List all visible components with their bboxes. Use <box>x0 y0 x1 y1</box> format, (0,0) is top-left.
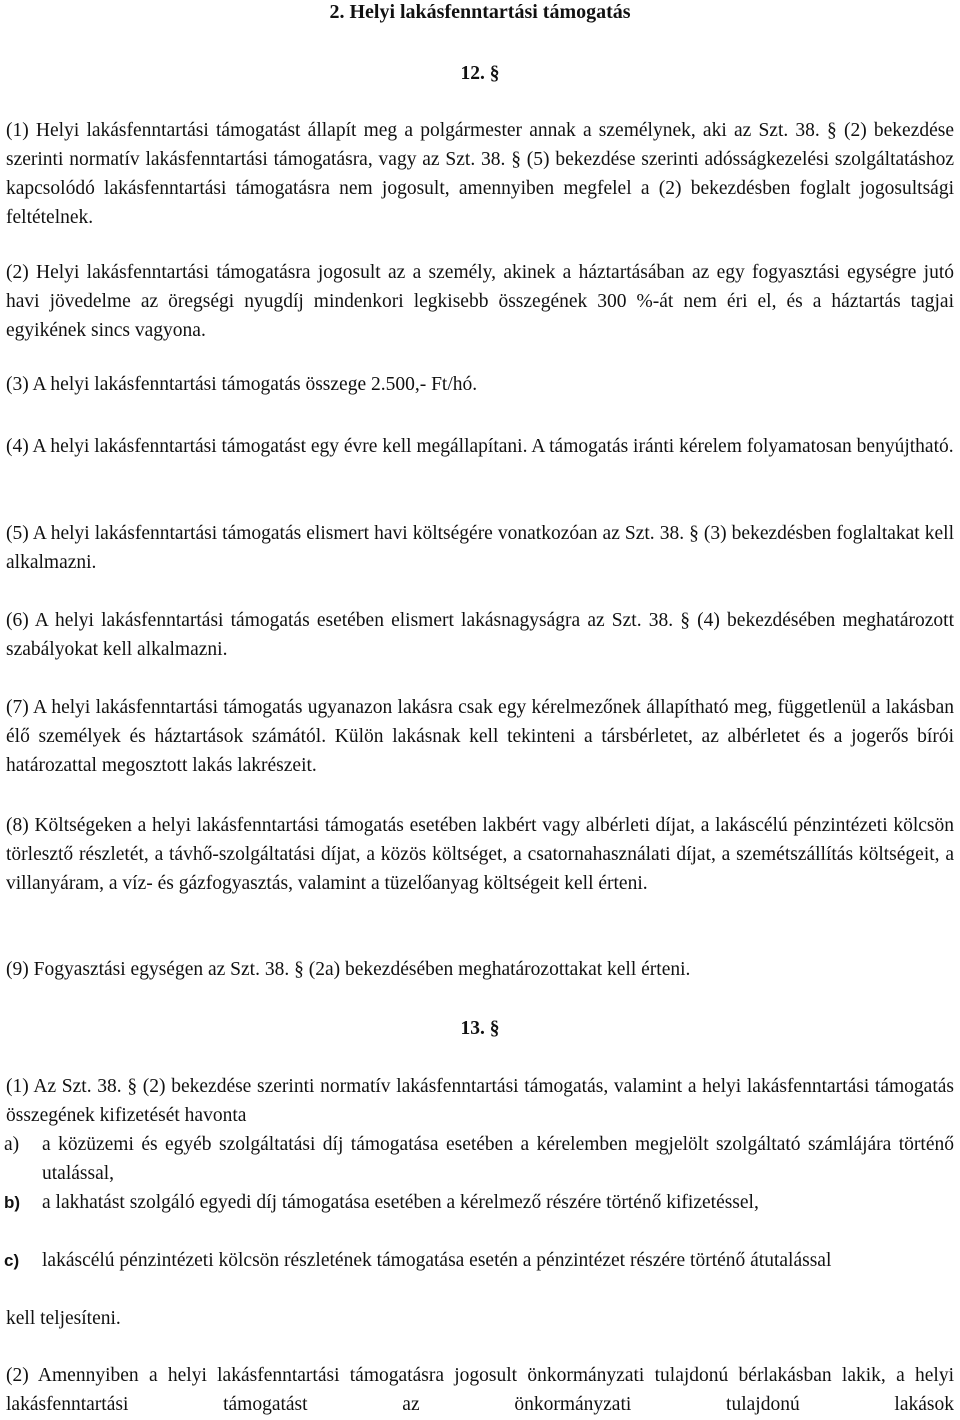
paragraph-13-1-intro: (1) Az Szt. 38. § (2) bekezdése szerinti normatív lakásfenntartási támogatás, valamint a helyi lakásfenntartási támogatás összegének kifizetését havonta <box>6 1076 954 1126</box>
paragraph-12-4: (4) A helyi lakásfenntartási támogatást egy évre kell megállapítani. A támogatás iránti kérelem folyamatosan benyújtható. <box>6 436 954 457</box>
list-item-marker: b) <box>4 1193 21 1212</box>
paragraph-12-9: (9) Fogyasztási egységen az Szt. 38. § (2a) bekezdésében meghatározottakat kell érteni. <box>6 959 691 980</box>
paragraph-12-8: (8) Költségeken a helyi lakásfenntartási támogatás esetében lakbért vagy albérleti díjat, a lakáscélú pénzintézeti kölcsön törlesztő részletét, a távhő-szolgáltatási díjat, a közös költséget, a csatornahasználati díjat, a szemétszállítás költségeit, a villanyáram, a víz- és gázfogyasztás, valamint a tüzelőanyag költségeit kell érteni. <box>6 815 954 894</box>
paragraph-12-6: (6) A helyi lakásfenntartási támogatás esetében elismert lakásnagyságra az Szt. 38. § (4) bekezdésében meghatározott szabályokat kell alkalmazni. <box>6 610 954 660</box>
paragraph-12-7: (7) A helyi lakásfenntartási támogatás ugyanazon lakásra csak egy kérelmezőnek állapítható meg, függetlenül a lakásban élő személyek és háztartások számától. Külön lakásnak kell tekinteni a társbérletet, az albérletet és a jogerős bírói határozattal megosztott lakás lakrészeit. <box>6 697 954 776</box>
section-number-13: 13. § <box>460 1018 500 1039</box>
paragraph-12-1: (1) Helyi lakásfenntartási támogatást állapít meg a polgármester annak a személynek, aki az Szt. 38. § (2) bekezdése szerinti normatív lakásfenntartási támogatásra, vagy az Szt. 38. § (5) bekezdése szerinti adósságkezelési szolgáltatáshoz kapcsolódó lakásfenntartási támogatásra nem jogosult, amennyiben megfelel a (2) bekezdésben foglalt jogosultsági feltételnek. <box>6 120 954 228</box>
list-item-text: a lakhatást szolgáló egyedi díj támogatása esetében a kérelmező részére történő kifizetéssel, <box>42 1192 759 1213</box>
paragraph-12-3: (3) A helyi lakásfenntartási támogatás összege 2.500,- Ft/hó. <box>6 374 478 395</box>
paragraph-12-2: (2) Helyi lakásfenntartási támogatásra jogosult az a személy, akinek a háztartásában az egy fogyasztási egységre jutó havi jövedelme az öregségi nyugdíj mindenkori legkisebb összegének 300 %-át nem éri el, és a háztartás tagjai egyikének sincs vagyona. <box>6 262 954 341</box>
list-item-text: a közüzemi és egyéb szolgáltatási díj támogatása esetében a kérelemben megjelölt szolgáltató számlájára történő utalással, <box>42 1134 954 1184</box>
chapter-title: 2. Helyi lakásfenntartási támogatás <box>329 1 631 23</box>
paragraph-12-5: (5) A helyi lakásfenntartási támogatás elismert havi költségére vonatkozóan az Szt. 38. § (3) bekezdésben foglaltakat kell alkalmazni. <box>6 523 954 573</box>
list-item <box>4 1130 954 1188</box>
list-item-marker: c) <box>4 1251 20 1270</box>
paragraph-13-2: (2) Amennyiben a helyi lakásfenntartási támogatásra jogosult önkormányzati tulajdonú bérlakásban lakik, a helyi lakásfenntartási támogatást az önkormányzati tulajdonú lakások <box>6 1365 954 1415</box>
section-number-12: 12. § <box>460 63 500 84</box>
list-item <box>4 1188 954 1217</box>
list-item <box>4 1246 954 1275</box>
list-item-marker: a) <box>4 1134 20 1155</box>
list-item-text: lakáscélú pénzintézeti kölcsön részletének támogatása esetén a pénzintézet részére történő átutalással <box>42 1250 832 1271</box>
paragraph-13-1-closing: kell teljesíteni. <box>6 1308 121 1329</box>
